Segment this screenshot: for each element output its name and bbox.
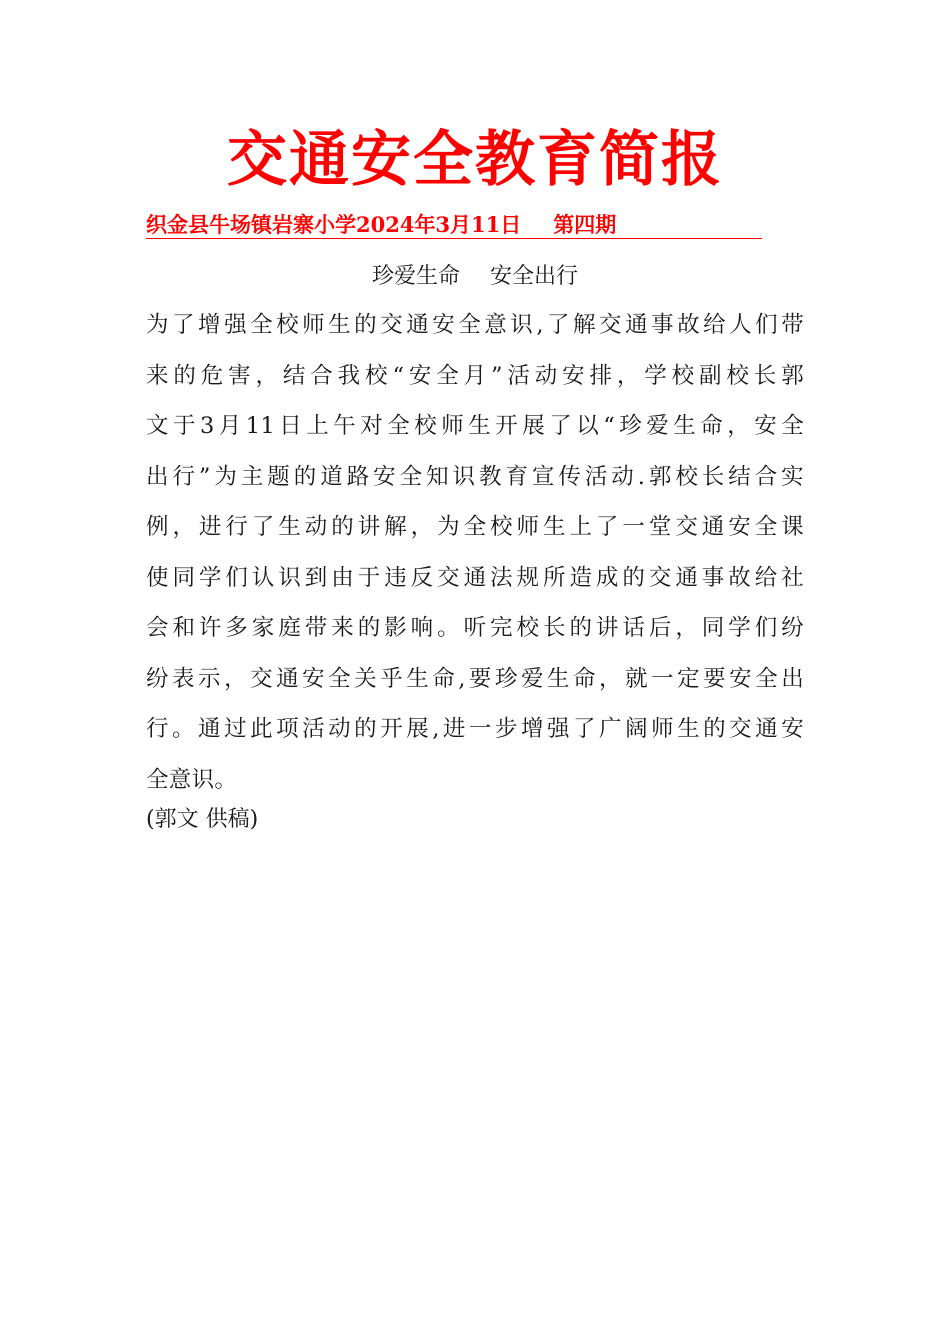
body-line: 出行”为主题的道路安全知识教育宣传活动.郭校长结合实 [146,463,804,490]
article-body [146,300,804,805]
body-line: 文于3月11日上午对全校师生开展了以“珍爱生命，安全 [146,413,804,439]
article-title [0,261,950,293]
masthead-issuer: 织金县牛场镇岩寨小学2024年3月11日 [146,212,522,237]
masthead-issue-number: 第四期 [553,212,617,237]
body-line: 纷表示，交通安全关乎生命,要珍爱生命，就一定要安全出 [146,665,804,692]
byline: (郭文 供稿) [146,807,259,832]
article-title-part1: 珍爱生命 [371,264,460,289]
body-line: 来的危害，结合我校“安全月”活动安排，学校副校长郭 [146,362,804,389]
body-line: 行。通过此项活动的开展,进一步增强了广阔师生的交通安 [146,716,804,742]
article-title-part2: 安全出行 [490,264,579,289]
body-line: 会和许多家庭带来的影响。听完校长的讲话后，同学们纷 [146,615,804,641]
body-line: 为了增强全校师生的交通安全意识,了解交通事故给人们带 [146,312,804,338]
body-line: 例，进行了生动的讲解，为全校师生上了一堂交通安全课 [146,514,804,540]
body-line: 全意识。 [146,766,238,793]
body-line: 使同学们认识到由于违反交通法规所造成的交通事故给社 [146,564,804,591]
bulletin-headline: 交通安全教育简报 [227,125,723,195]
masthead-line [146,212,762,239]
